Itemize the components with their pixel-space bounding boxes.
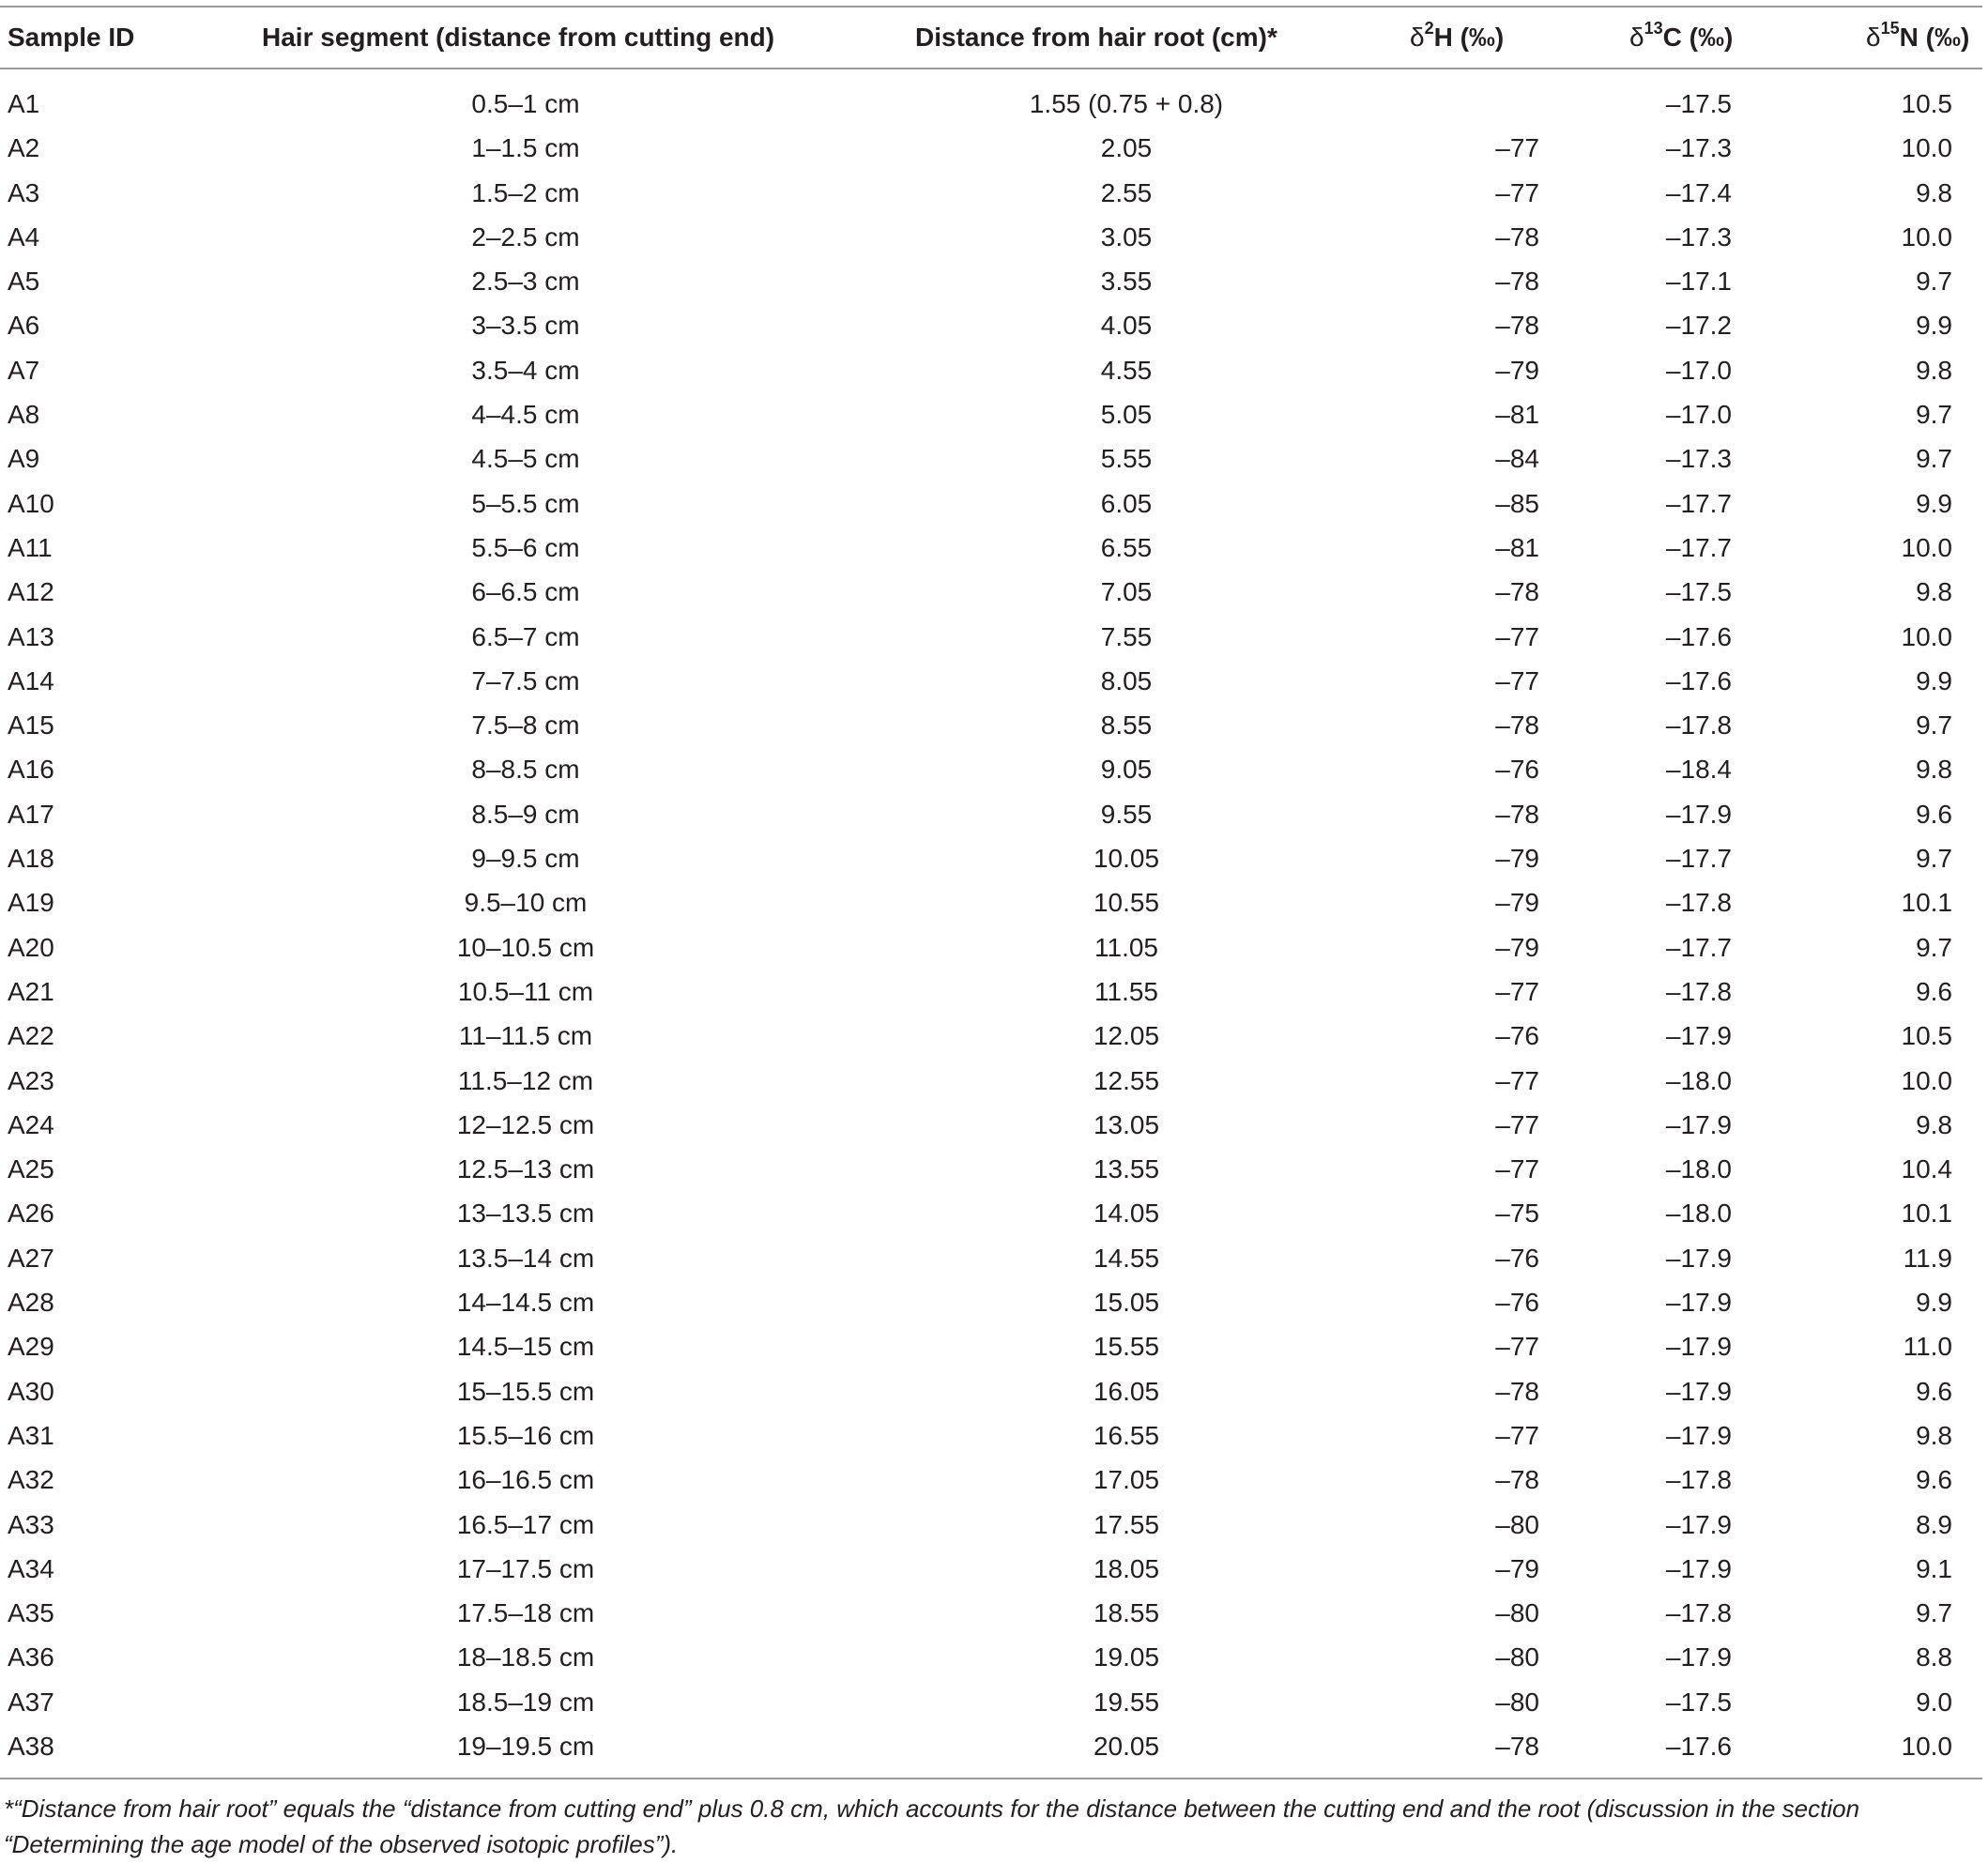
- cell-d13c: –18.4: [1665, 755, 1732, 785]
- cell-distance-root: 10.05: [1093, 844, 1160, 874]
- cell-d2h: –76: [1495, 1021, 1539, 1051]
- cell-d13c: –17.9: [1665, 1376, 1732, 1406]
- table-row: [0, 928, 1988, 972]
- cell-sample-id: A7: [8, 355, 40, 385]
- cell-hair-segment: 16.5–17 cm: [456, 1509, 595, 1539]
- cell-hair-segment: 8.5–9 cm: [471, 799, 580, 829]
- cell-hair-segment: 10–10.5 cm: [456, 932, 595, 962]
- header-d15n-label: N (‰): [1899, 23, 1970, 52]
- table-row: [0, 395, 1988, 439]
- cell-sample-id: A20: [8, 932, 54, 962]
- cell-distance-root: 16.55: [1093, 1420, 1160, 1450]
- table-row: [0, 484, 1988, 528]
- cell-d13c: –17.6: [1665, 665, 1732, 695]
- cell-d13c: –17.9: [1665, 1332, 1732, 1362]
- cell-sample-id: A17: [8, 799, 54, 829]
- cell-hair-segment: 6.5–7 cm: [471, 621, 580, 651]
- cell-sample-id: A37: [8, 1687, 54, 1717]
- cell-distance-root: 2.55: [1100, 177, 1153, 207]
- cell-d2h: –79: [1495, 844, 1539, 874]
- cell-d13c: –17.9: [1665, 1021, 1732, 1051]
- cell-hair-segment: 13–13.5 cm: [456, 1199, 595, 1229]
- cell-d13c: –17.9: [1665, 1509, 1732, 1539]
- cell-sample-id: A22: [8, 1021, 54, 1051]
- cell-hair-segment: 0.5–1 cm: [471, 89, 580, 118]
- cell-sample-id: A34: [8, 1553, 54, 1583]
- cell-sample-id: A9: [8, 444, 40, 474]
- cell-distance-root: 4.05: [1100, 311, 1153, 341]
- cell-sample-id: A13: [8, 621, 54, 651]
- cell-d15n: 9.8: [1916, 1109, 1952, 1139]
- cell-d15n: 9.9: [1916, 311, 1952, 341]
- cell-hair-segment: 13.5–14 cm: [456, 1243, 595, 1273]
- cell-sample-id: A26: [8, 1199, 54, 1229]
- table-body: [0, 84, 1988, 1771]
- cell-d13c: –17.4: [1665, 177, 1732, 207]
- header-d13c-label: C (‰): [1662, 23, 1734, 52]
- cell-d2h: –76: [1495, 1243, 1539, 1273]
- cell-d13c: –17.0: [1665, 400, 1732, 430]
- cell-hair-segment: 12.5–13 cm: [456, 1154, 595, 1184]
- cell-d15n: 11.9: [1903, 1243, 1952, 1273]
- cell-d13c: –17.9: [1665, 1642, 1732, 1672]
- cell-distance-root: 14.05: [1093, 1199, 1160, 1229]
- header-d2h-label: H (‰): [1433, 23, 1505, 52]
- cell-hair-segment: 4–4.5 cm: [471, 400, 580, 430]
- cell-d2h: –76: [1495, 755, 1539, 785]
- cell-sample-id: A21: [8, 976, 54, 1006]
- cell-hair-segment: 14–14.5 cm: [456, 1288, 595, 1318]
- cell-d13c: –17.7: [1665, 932, 1732, 962]
- cell-d15n: 9.7: [1916, 844, 1952, 874]
- cell-hair-segment: 9.5–10 cm: [464, 888, 588, 918]
- cell-sample-id: A8: [8, 400, 40, 430]
- cell-sample-id: A31: [8, 1420, 54, 1450]
- cell-distance-root: 14.55: [1093, 1243, 1160, 1273]
- table-row: [0, 174, 1988, 218]
- cell-d13c: –17.7: [1665, 844, 1732, 874]
- cell-d2h: –78: [1495, 267, 1539, 297]
- table-row: [0, 1460, 1988, 1504]
- cell-hair-segment: 11–11.5 cm: [458, 1021, 593, 1051]
- cell-d2h: –78: [1495, 710, 1539, 741]
- cell-hair-segment: 15–15.5 cm: [456, 1376, 595, 1406]
- cell-d15n: 9.0: [1916, 1687, 1952, 1717]
- cell-hair-segment: 18.5–19 cm: [456, 1687, 595, 1717]
- table-row: [0, 1283, 1988, 1327]
- cell-d13c: –17.2: [1665, 311, 1732, 341]
- cell-d2h: –78: [1495, 1376, 1539, 1406]
- cell-distance-root: 16.05: [1093, 1376, 1160, 1406]
- cell-distance-root: 18.55: [1093, 1598, 1160, 1628]
- cell-d2h: –78: [1495, 577, 1539, 607]
- cell-distance-root: 3.55: [1100, 267, 1153, 297]
- cell-hair-segment: 18–18.5 cm: [456, 1642, 595, 1672]
- cell-sample-id: A36: [8, 1642, 54, 1672]
- cell-d2h: –79: [1495, 355, 1539, 385]
- cell-d13c: –17.7: [1665, 532, 1732, 562]
- table-row: [0, 1638, 1988, 1682]
- cell-d2h: –79: [1495, 888, 1539, 918]
- table-row: [0, 662, 1988, 706]
- cell-d2h: –78: [1495, 799, 1539, 829]
- cell-sample-id: A35: [8, 1598, 54, 1628]
- cell-sample-id: A2: [8, 133, 40, 163]
- cell-distance-root: 10.55: [1093, 888, 1160, 918]
- header-d13c-superscript: 13: [1644, 18, 1663, 38]
- cell-hair-segment: 16–16.5 cm: [456, 1465, 595, 1495]
- cell-hair-segment: 7.5–8 cm: [471, 710, 580, 741]
- cell-d15n: 9.9: [1916, 665, 1952, 695]
- cell-d13c: –17.3: [1665, 444, 1732, 474]
- cell-d15n: 9.6: [1916, 799, 1952, 829]
- cell-distance-root: 19.05: [1093, 1642, 1160, 1672]
- cell-distance-root: 17.05: [1093, 1465, 1160, 1495]
- cell-d13c: –17.1: [1665, 267, 1732, 297]
- cell-sample-id: A16: [8, 755, 54, 785]
- cell-d15n: 9.7: [1916, 932, 1952, 962]
- table-header-row: [0, 8, 1988, 68]
- header-d13c: [1629, 8, 1733, 68]
- cell-d15n: 10.5: [1901, 1021, 1952, 1051]
- cell-sample-id: A33: [8, 1509, 54, 1539]
- cell-d2h: –77: [1495, 1065, 1539, 1095]
- cell-d15n: 9.7: [1916, 1598, 1952, 1628]
- table-row: [0, 1194, 1988, 1238]
- table-row: [0, 883, 1988, 927]
- cell-distance-root: 19.55: [1093, 1687, 1160, 1717]
- cell-hair-segment: 3–3.5 cm: [471, 311, 580, 341]
- cell-sample-id: A29: [8, 1332, 54, 1362]
- cell-hair-segment: 9–9.5 cm: [471, 844, 580, 874]
- header-d15n: [1866, 8, 1969, 68]
- cell-d13c: –17.9: [1665, 1420, 1732, 1450]
- cell-d15n: 10.0: [1901, 221, 1952, 252]
- cell-d2h: –80: [1495, 1642, 1539, 1672]
- cell-d2h: –79: [1495, 1553, 1539, 1583]
- cell-d2h: –75: [1495, 1199, 1539, 1229]
- cell-sample-id: A4: [8, 221, 40, 252]
- cell-sample-id: A38: [8, 1731, 54, 1761]
- table-row: [0, 750, 1988, 794]
- cell-d15n: 9.8: [1916, 177, 1952, 207]
- cell-d2h: –78: [1495, 221, 1539, 252]
- table-row: [0, 706, 1988, 750]
- cell-sample-id: A12: [8, 577, 54, 607]
- cell-sample-id: A6: [8, 311, 40, 341]
- cell-distance-root: 9.55: [1100, 799, 1153, 829]
- cell-distance-root: 15.55: [1093, 1332, 1160, 1362]
- cell-distance-root: 6.55: [1100, 532, 1153, 562]
- cell-distance-root: 9.05: [1100, 755, 1153, 785]
- cell-d15n: 10.0: [1901, 133, 1952, 163]
- cell-sample-id: A11: [8, 532, 53, 562]
- cell-d2h: –77: [1495, 1154, 1539, 1184]
- cell-d13c: –18.0: [1665, 1065, 1732, 1095]
- cell-d2h: –77: [1495, 177, 1539, 207]
- cell-d15n: 9.6: [1916, 976, 1952, 1006]
- table-header-rule: [0, 68, 1982, 69]
- cell-distance-root: 18.05: [1093, 1553, 1160, 1583]
- cell-d2h: –79: [1495, 932, 1539, 962]
- cell-distance-root: 6.05: [1100, 488, 1153, 518]
- cell-d15n: 10.1: [1901, 1199, 1952, 1229]
- cell-distance-root: 12.05: [1093, 1021, 1160, 1051]
- cell-d2h: –80: [1495, 1687, 1539, 1717]
- cell-d15n: 9.8: [1916, 355, 1952, 385]
- cell-d15n: 9.8: [1916, 577, 1952, 607]
- table-row: [0, 1106, 1988, 1150]
- cell-distance-root: 3.05: [1100, 221, 1153, 252]
- cell-hair-segment: 1.5–2 cm: [471, 177, 580, 207]
- cell-d2h: [1389, 84, 1539, 129]
- cell-d13c: –17.8: [1665, 1598, 1732, 1628]
- cell-sample-id: A15: [8, 710, 54, 741]
- cell-d2h: –77: [1495, 621, 1539, 651]
- cell-sample-id: A10: [8, 488, 54, 518]
- header-d2h-superscript: 2: [1424, 18, 1434, 38]
- header-d15n-superscript: 15: [1880, 18, 1900, 38]
- cell-d15n: 9.8: [1916, 1420, 1952, 1450]
- header-d2h: [1410, 8, 1504, 68]
- cell-hair-segment: 17–17.5 cm: [456, 1553, 595, 1583]
- cell-d13c: –17.6: [1665, 1731, 1732, 1761]
- cell-d13c: –17.8: [1665, 710, 1732, 741]
- cell-d15n: 10.0: [1901, 532, 1952, 562]
- cell-d13c: –17.3: [1665, 221, 1732, 252]
- table-row: [0, 573, 1988, 617]
- cell-distance-root: 12.55: [1093, 1065, 1160, 1095]
- cell-d13c: –17.7: [1665, 488, 1732, 518]
- cell-d2h: –77: [1495, 1332, 1539, 1362]
- cell-sample-id: A3: [8, 177, 40, 207]
- cell-d13c: –18.0: [1665, 1199, 1732, 1229]
- delta-symbol: δ: [1866, 23, 1881, 52]
- table-row: [0, 306, 1988, 350]
- cell-hair-segment: 8–8.5 cm: [471, 755, 580, 785]
- table-row: [0, 528, 1988, 573]
- table-row: [0, 1727, 1988, 1771]
- cell-d15n: 9.9: [1916, 488, 1952, 518]
- cell-d2h: –78: [1495, 311, 1539, 341]
- cell-distance-root: 15.05: [1093, 1288, 1160, 1318]
- cell-d2h: –78: [1495, 1465, 1539, 1495]
- cell-hair-segment: 1–1.5 cm: [471, 133, 580, 163]
- cell-d15n: 9.7: [1916, 710, 1952, 741]
- cell-sample-id: A23: [8, 1065, 54, 1095]
- cell-d2h: –76: [1495, 1288, 1539, 1318]
- header-hair-segment: Hair segment (distance from cutting end): [262, 23, 775, 52]
- cell-sample-id: A24: [8, 1109, 54, 1139]
- cell-d13c: –17.8: [1665, 1465, 1732, 1495]
- cell-hair-segment: 11.5–12 cm: [457, 1065, 594, 1095]
- cell-d2h: –81: [1495, 400, 1539, 430]
- cell-distance-root: 7.05: [1100, 577, 1153, 607]
- cell-hair-segment: 5.5–6 cm: [471, 532, 580, 562]
- cell-d15n: 8.8: [1916, 1642, 1952, 1672]
- cell-sample-id: A30: [8, 1376, 54, 1406]
- cell-hair-segment: 3.5–4 cm: [471, 355, 580, 385]
- cell-d2h: –77: [1495, 1420, 1539, 1450]
- cell-d2h: –77: [1495, 665, 1539, 695]
- cell-d2h: –78: [1495, 1731, 1539, 1761]
- cell-hair-segment: 17.5–18 cm: [456, 1598, 595, 1628]
- table-row: [0, 795, 1988, 839]
- cell-d13c: –17.9: [1665, 1243, 1732, 1273]
- cell-hair-segment: 10.5–11 cm: [457, 976, 594, 1006]
- cell-d2h: –77: [1495, 976, 1539, 1006]
- cell-distance-root: 11.05: [1094, 932, 1158, 962]
- table-footnote: *“Distance from hair root” equals the “distance from cutting end” plus 0.8 cm, which accounts for the distance between the cutting end and the root (discussion in the section “Determining the age model of the observed isotopic profiles”).: [4, 1794, 1860, 1858]
- cell-d15n: 11.0: [1903, 1332, 1952, 1362]
- table-row: [0, 972, 1988, 1016]
- cell-d13c: –17.9: [1665, 1553, 1732, 1583]
- cell-distance-root: 4.55: [1100, 355, 1153, 385]
- cell-d15n: 9.1: [1916, 1553, 1952, 1583]
- table-row: [0, 1016, 1988, 1061]
- cell-sample-id: A18: [8, 844, 54, 874]
- delta-symbol: δ: [1410, 23, 1425, 52]
- cell-d15n: 10.0: [1901, 1065, 1952, 1095]
- table-row: [0, 1416, 1988, 1460]
- cell-hair-segment: 4.5–5 cm: [471, 444, 580, 474]
- cell-distance-root: 13.55: [1093, 1154, 1160, 1184]
- cell-d13c: –17.5: [1665, 577, 1732, 607]
- cell-sample-id: A14: [8, 665, 54, 695]
- table-row: [0, 1327, 1988, 1371]
- table-row: [0, 351, 1988, 395]
- table-row: [0, 218, 1988, 262]
- cell-distance-root: 13.05: [1093, 1109, 1160, 1139]
- cell-d13c: –17.5: [1665, 89, 1732, 118]
- cell-hair-segment: 7–7.5 cm: [471, 665, 580, 695]
- cell-d2h: –80: [1495, 1509, 1539, 1539]
- table-row: [0, 1505, 1988, 1550]
- cell-sample-id: A19: [8, 888, 54, 918]
- cell-d15n: 9.7: [1916, 400, 1952, 430]
- cell-hair-segment: 5–5.5 cm: [471, 488, 580, 518]
- table-row: [0, 1594, 1988, 1638]
- cell-hair-segment: 2–2.5 cm: [471, 221, 580, 252]
- cell-d15n: 10.1: [1901, 888, 1952, 918]
- cell-sample-id: A25: [8, 1154, 54, 1184]
- cell-d2h: –80: [1495, 1598, 1539, 1628]
- cell-distance-root: 1.55 (0.75 + 0.8): [1029, 89, 1224, 118]
- cell-d2h: –77: [1495, 1109, 1539, 1139]
- cell-d15n: 10.5: [1901, 89, 1952, 118]
- table-row: [0, 129, 1988, 173]
- cell-d13c: –17.0: [1665, 355, 1732, 385]
- table-row: [0, 1061, 1988, 1106]
- cell-d15n: 9.6: [1916, 1465, 1952, 1495]
- table-row: [0, 1683, 1988, 1727]
- cell-hair-segment: 2.5–3 cm: [471, 267, 580, 297]
- cell-d13c: –17.5: [1665, 1687, 1732, 1717]
- cell-d2h: –81: [1495, 532, 1539, 562]
- cell-sample-id: A28: [8, 1288, 54, 1318]
- cell-distance-root: 7.55: [1100, 621, 1153, 651]
- cell-hair-segment: 19–19.5 cm: [456, 1731, 595, 1761]
- delta-symbol: δ: [1629, 23, 1644, 52]
- cell-distance-root: 17.55: [1093, 1509, 1160, 1539]
- cell-d2h: –84: [1495, 444, 1539, 474]
- cell-d15n: 10.0: [1901, 621, 1952, 651]
- cell-d13c: –18.0: [1665, 1154, 1732, 1184]
- table-bottom-rule: [0, 1778, 1982, 1779]
- table-row: [0, 1372, 1988, 1416]
- cell-hair-segment: 15.5–16 cm: [456, 1420, 595, 1450]
- cell-distance-root: 11.55: [1094, 976, 1158, 1006]
- cell-d13c: –17.9: [1665, 799, 1732, 829]
- table-row: [0, 1150, 1988, 1194]
- cell-hair-segment: 14.5–15 cm: [456, 1332, 595, 1362]
- cell-distance-root: 5.55: [1100, 444, 1153, 474]
- cell-d15n: 9.8: [1916, 755, 1952, 785]
- cell-distance-root: 5.05: [1100, 400, 1153, 430]
- cell-distance-root: 2.05: [1100, 133, 1153, 163]
- table-row: [0, 1239, 1988, 1283]
- cell-d2h: –85: [1495, 488, 1539, 518]
- cell-d15n: 9.7: [1916, 267, 1952, 297]
- cell-sample-id: A27: [8, 1243, 54, 1273]
- cell-d13c: –17.9: [1665, 1288, 1732, 1318]
- cell-d15n: 9.9: [1916, 1288, 1952, 1318]
- cell-d13c: –17.3: [1665, 133, 1732, 163]
- cell-d15n: 10.4: [1901, 1154, 1952, 1184]
- cell-d15n: 10.0: [1901, 1731, 1952, 1761]
- cell-d13c: –17.8: [1665, 888, 1732, 918]
- table-row: [0, 84, 1988, 129]
- table-row: [0, 618, 1988, 662]
- cell-d2h: –77: [1495, 133, 1539, 163]
- table-row: [0, 1550, 1988, 1594]
- header-sample-id: Sample ID: [8, 23, 135, 52]
- cell-sample-id: A1: [8, 89, 40, 118]
- cell-hair-segment: 6–6.5 cm: [471, 577, 580, 607]
- cell-d15n: 9.6: [1916, 1376, 1952, 1406]
- cell-hair-segment: 12–12.5 cm: [456, 1109, 595, 1139]
- cell-distance-root: 20.05: [1093, 1731, 1160, 1761]
- cell-sample-id: A32: [8, 1465, 54, 1495]
- cell-sample-id: A5: [8, 267, 40, 297]
- cell-d13c: –17.6: [1665, 621, 1732, 651]
- cell-d13c: –17.8: [1665, 976, 1732, 1006]
- cell-d15n: 9.7: [1916, 444, 1952, 474]
- cell-d13c: –17.9: [1665, 1109, 1732, 1139]
- cell-distance-root: 8.05: [1100, 665, 1153, 695]
- header-distance-root: Distance from hair root (cm)*: [915, 23, 1277, 52]
- table-row: [0, 439, 1988, 483]
- cell-distance-root: 8.55: [1100, 710, 1153, 741]
- table-row: [0, 262, 1988, 306]
- cell-d15n: 8.9: [1916, 1509, 1952, 1539]
- table-row: [0, 839, 1988, 883]
